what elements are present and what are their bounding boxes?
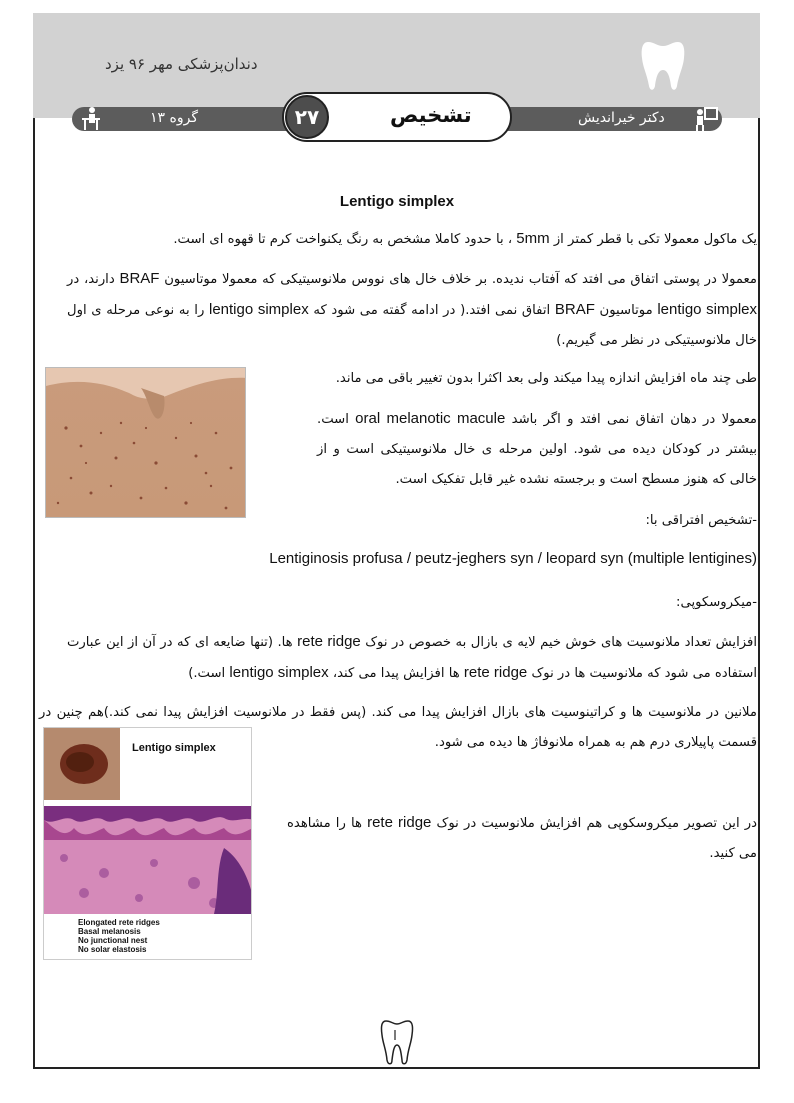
desk-person-icon [80,106,102,132]
figure-note: Elongated rete ridges [78,918,160,927]
differential-heading: -تشخیص افتراقی با: [645,513,757,528]
paragraph-definition: یک ماکول معمولا تکی با قطر کمتر از 5mm ، با حدود کاملا مشخص به رنگ یکنواخت کرم تا قهوه ای است. [173,230,757,247]
paragraph-growth: طی چند ماه افزایش اندازه پیدا میکند ولی بعد اکثرا بدون تغییر باقی می ماند. [335,371,757,386]
paragraph-melanocytes: افزایش تعداد ملانوسیت های خوش خیم لایه ی بازال به خصوص در نوک rete ridge ها. (تنها ضایعه ای که در آن از این عبارت استفاده می شود که ملانوسیت ها در نوک rete ridge ها افزایش پیدا می کند، lentigo simplex است.) [67,633,757,681]
skin-lesion-photo [45,367,246,518]
group-label: گروه ۱۳ [150,110,198,126]
figure-note: No junctional nest [78,936,148,945]
school-title: دندان‌پزشکی مهر ۹۶ یزد [105,55,258,73]
differential-list: Lentiginosis profusa / peutz-jeghers syn / leopard syn (multiple lentigines) [269,550,757,567]
figure-title: Lentigo simplex [132,742,216,754]
paragraph-braf: معمولا در پوستی اتفاق می افتد که آفتاب ندیده. بر خلاف خال های نووس ملانوسیتیکی که معمولا موتاسیون BRAF دارند، در lentigo simplex موتاسیون BRAF اتفاق نمی افتد.( در ادامه گفته می شود که lentigo simplex را به نوعی مرحله ی اول خال ملانوسیتیکی در نظر می گیریم.) [67,270,758,348]
figure-note: Basal melanosis [78,927,141,936]
histology-figure [43,727,252,960]
paragraph-oral: معمولا در دهان اتفاق نمی افتد و اگر باشد oral melanotic macule است. بیشتر در کودکان دیده می شود. اولین مرحله ی خال ملانوسیتیکی است و از خالی که هنوز مسطح است و برجسته نشده غیر قابل تفکیک است. [317,410,757,487]
paragraph-figure-caption: در این تصویر میکروسکوپی هم افزایش ملانوسیت در نوک rete ridge ها را مشاهده می کنید. [287,814,758,861]
figure-notes [78,918,160,954]
page-number-badge: ۲۷ [285,95,329,139]
microscopy-heading: -میکروسکوپی: [676,595,757,610]
section-title: تشخیص [390,103,472,127]
tooth-outline-icon [380,1018,414,1066]
doctor-name: دکتر خیراندیش [578,110,665,126]
paragraph-melanin: ملانین در ملانوسیت ها و کراتینوسیت های بازال افزایش پیدا می کند. (پس فقط در ملانوسیت افزایش پیدا نمی کند.)هم چنین در قسمت پاپیلاری درم هم به همراه ملانوفاژ ها دیده می شود. [39,705,757,750]
figure-note: No solar elastosis [78,945,147,954]
article-title: Lentigo simplex [339,193,455,210]
tooth-icon [640,38,686,92]
presenter-icon [694,106,718,132]
